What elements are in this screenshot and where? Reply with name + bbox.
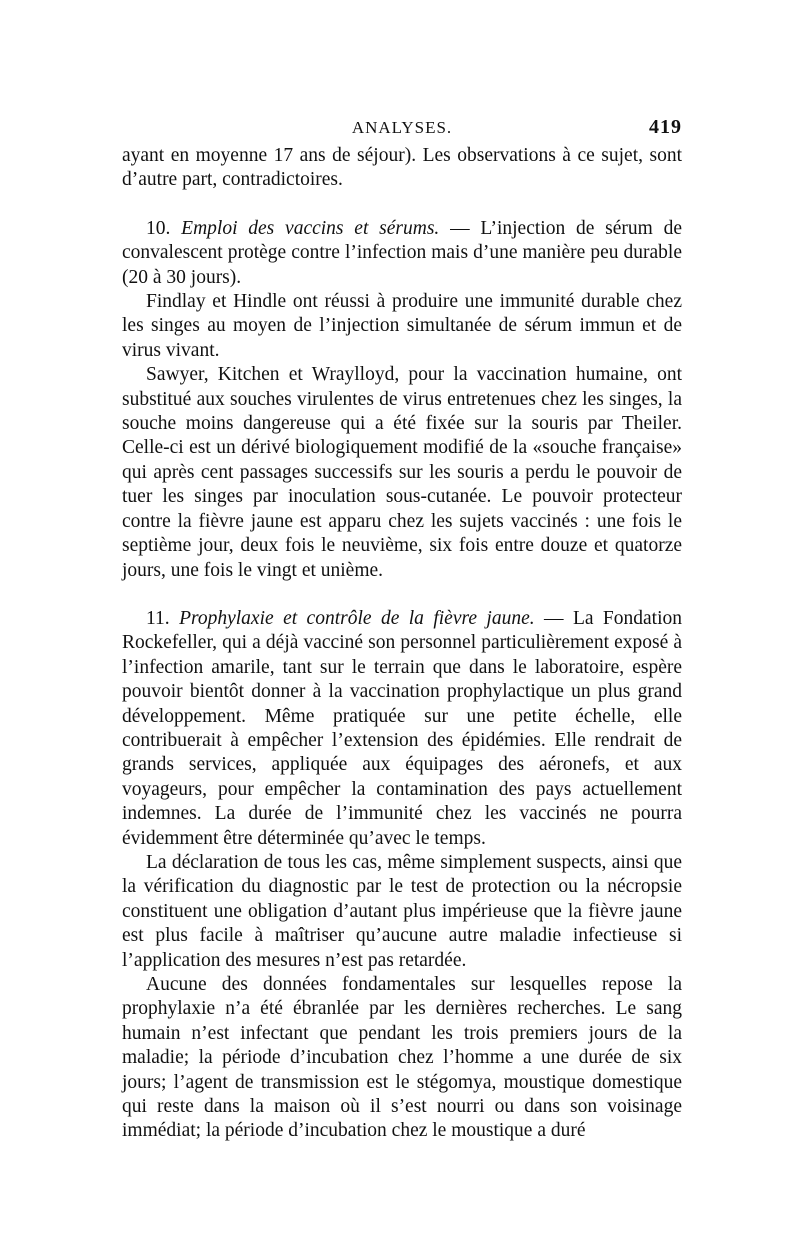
section-11 — [122, 607, 682, 1144]
section-10-paragraph-3: Sawyer, Kitchen et Wraylloyd, pour la vaccination humaine, ont substitué aux souches virulentes de virus entretenues chez les singes, la souche moins dangereuse qui a été fixée sur la souris par Theiler. Celle-ci est un dérivé biologiquement modifié de la «souche française» qui après cent passages successifs sur les souris a perdu le pouvoir de tuer les singes par inoculation sous-cutanée. Le pouvoir protecteur contre la fièvre jaune est apparu chez les sujets vaccinés : une fois le septième jour, deux fois le neuvième, six fois entre douze et quatorze jours, une fois le vingt et unième. — [122, 364, 682, 581]
running-title: ANALYSES. — [351, 118, 453, 137]
section-11-paragraph-1: — La Fondation Rockefeller, qui a déjà vacciné son personnel particulièrement exposé à l’infection amarile, tant sur le terrain que dans le laboratoire, espère pouvoir bientôt donner à la vaccination prophylactique un plus grand développement. Même pratiquée sur une petite échelle, elle contribuerait à empêcher l’extension des épidémies. Elle rendrait de grands services, appliquée aux équipages des aéronefs, et aux voyageurs, pour empêcher la contamination des pays actuellement indemnes. La durée de l’immunité chez les vaccinés ne pourra évidemment être déterminée qu’avec le temps. — [122, 607, 683, 849]
section-11-paragraph-2: La déclaration de tous les cas, même simplement suspects, ainsi que la vérification du diagnostic par le test de protection ou la nécropsie constituent une obligation d’autant plus impérieuse que la fièvre jaune est plus facile à maîtriser qu’aucune autre maladie infectieuse si l’application des mesures n’est pas retardée. — [122, 851, 682, 971]
section-10-paragraph-2: Findlay et Hindle ont réussi à produire une immunité durable chez les singes au moyen de l’injection simultanée de sérum immun et de virus vivant. — [122, 291, 682, 361]
section-10-paragraph-1: — L’injection de sérum de convalescent protège contre l’infection mais d’une manière peu durable (20 à 30 jours). — [122, 217, 682, 288]
section-gap — [122, 583, 682, 607]
section-11-number: 11. — [146, 607, 170, 629]
section-10-title: Emploi des vaccins et sérums. — [181, 217, 440, 239]
section-11-first-paragraph — [122, 607, 682, 851]
section-gap — [122, 193, 682, 217]
section-11-title: Prophylaxie et contrôle de la fièvre jaune. — [179, 607, 535, 629]
document-page — [122, 112, 682, 1144]
opening-paragraph: ayant en moyenne 17 ans de séjour). Les observations à ce sujet, sont d’autre part, contradictoires. — [122, 145, 682, 191]
page-number: 419 — [649, 116, 682, 138]
running-head — [122, 112, 682, 144]
section-10-number: 10. — [146, 217, 171, 239]
section-10-first-paragraph — [122, 217, 682, 290]
section-10 — [122, 217, 682, 583]
section-11-paragraph-3: Aucune des données fondamentales sur lesquelles repose la prophylaxie n’a été ébranlée par les dernières recherches. Le sang humain n’est infectant que pendant les trois premiers jours de la maladie; la période d’incubation chez l’homme a une durée de six jours; l’agent de transmission est le stégomya, moustique domestique qui reste dans la maison où il s’est nourri ou dans son voisinage immédiat; la période d’incubation chez le moustique a duré — [122, 974, 682, 1142]
